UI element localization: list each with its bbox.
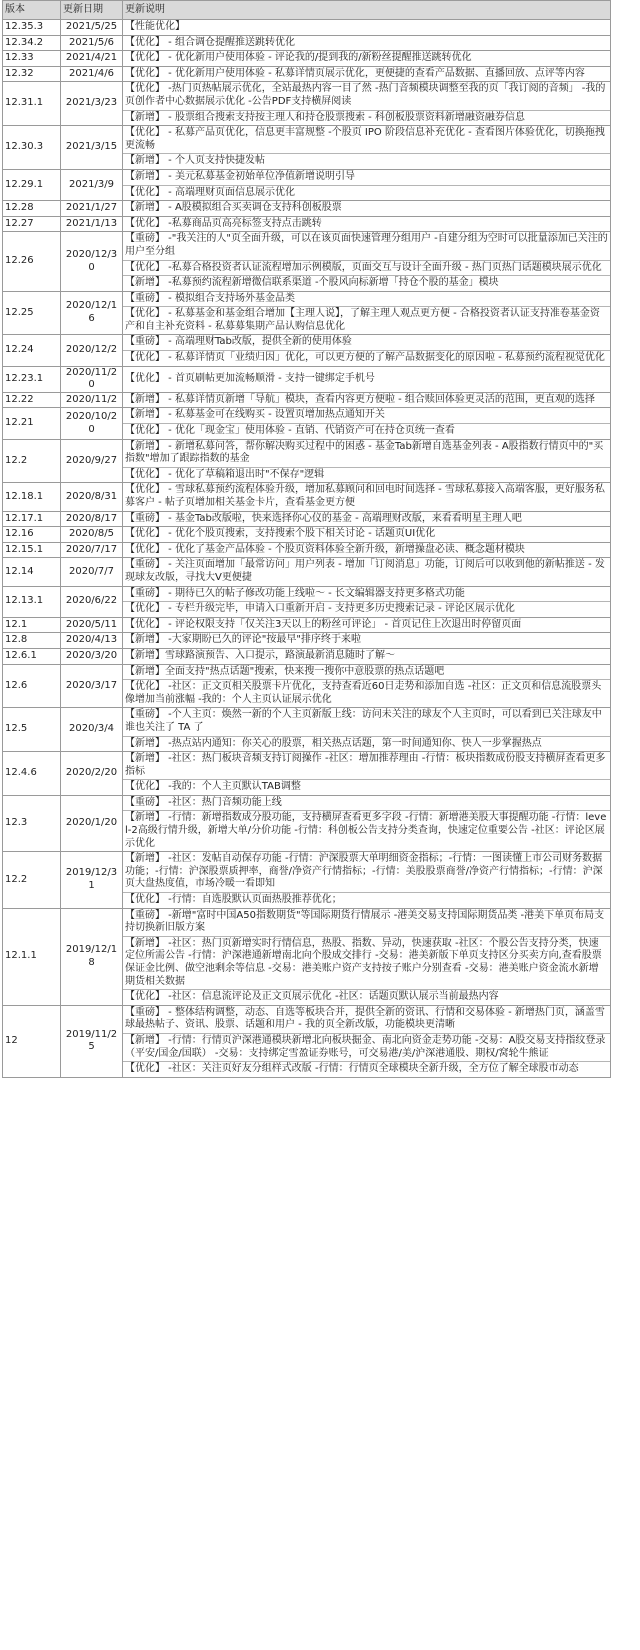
version-cell: 12.8 (3, 633, 61, 649)
note-item: 【新增】 - A股模拟组合买卖调仓支持科创板股票 (125, 202, 342, 214)
date-cell: 2019/12/18 (61, 908, 123, 1005)
table-row (3, 408, 611, 439)
notes-cell (123, 511, 611, 527)
date-cell: 2019/11/25 (61, 1005, 123, 1077)
note-item: 【优化】 - 首页刷帖更加流畅顺滑 - 支持一键绑定手机号 (125, 372, 375, 384)
notes-cell (123, 795, 611, 851)
note-item: 【重磅】 - 模拟组合支持场外基金品类 (123, 292, 610, 308)
notes-cell (123, 82, 611, 126)
header-notes: 更新说明 (123, 1, 611, 20)
date-cell: 2020/2/20 (61, 752, 123, 796)
notes-cell (123, 558, 611, 586)
version-cell: 12.14 (3, 558, 61, 586)
table-row (3, 708, 611, 752)
version-cell: 12.15.1 (3, 542, 61, 558)
note-item: 【新增】 -行情：新增指数成分股功能，支持横屏查看更多字段 -行情：新增港美股大事提醒功能 -行情：level-2高级行情升级，新增大单/分价功能 -行情：科创板公告支持分类查询，快速定位重要公告 -社区：评论区展示优化 (125, 812, 607, 849)
version-cell: 12.2 (3, 852, 61, 908)
version-cell: 12.3 (3, 795, 61, 851)
note-item: 【优化】 - 私募产品页优化，信息更丰富规整 -个股页 IPO 阶段信息补充优化 - 查看图片体验优化，切换拖拽更流畅 (123, 126, 610, 154)
version-cell: 12.5 (3, 708, 61, 752)
date-cell: 2020/9/27 (61, 439, 123, 483)
notes-cell (123, 35, 611, 51)
table-row (3, 201, 611, 217)
table-row (3, 558, 611, 586)
table-row (3, 511, 611, 527)
notes-cell (123, 439, 611, 483)
note-item: 【新增】 -社区：发帖自动保存功能 -行情：沪深股票大单明细资金指标；-行情：一图读懂上市公司财务数据功能；-行情：沪深股票质押率，商誉/净资产行情指标；-行情：美股股票商誉/净资产行情指标；-行情：沪深页大盘热度值，市场冷暖一看即知 (123, 852, 610, 893)
notes-cell (123, 216, 611, 232)
note-item: 【优化】 - 组合调仓提醒推送跳转优化 (125, 36, 295, 48)
version-cell: 12.16 (3, 527, 61, 543)
table-row (3, 795, 611, 851)
notes-cell (123, 852, 611, 908)
date-cell: 2020/3/17 (61, 664, 123, 708)
version-cell: 12.30.3 (3, 126, 61, 170)
note-item: 【重磅】 - 高端理财Tab改版，提供全新的使用体验 (123, 335, 610, 351)
table-row (3, 291, 611, 335)
notes-cell (123, 527, 611, 543)
date-cell: 2020/12/2 (61, 335, 123, 366)
note-item: 【优化】 - 优化新用户使用体验 - 私募详情页展示优化，更便捷的查看产品数据、直播回放、点评等内容 (125, 67, 585, 79)
version-cell: 12.2 (3, 439, 61, 483)
table-row (3, 366, 611, 392)
note-item: 【重磅】 - 关注页面增加「最常访问」用户列表 - 增加「订阅消息」功能，订阅后可以收到他的新帖推送 - 发现球友改版，寻找大V更便捷 (125, 559, 605, 583)
table-row (3, 66, 611, 82)
note-item: 【优化】 -热门页热帖展示优化，全站最热内容一目了然 -热门音频模块调整至我的页「我订阅的音频」 -我的页创作者中心数据展示优化 -公告PDF支持横屏阅读 (123, 82, 610, 110)
date-cell: 2020/3/4 (61, 708, 123, 752)
date-cell: 2021/1/27 (61, 201, 123, 217)
note-item: 【优化】 - 私募基金和基金组合增加【主理人说】，了解主理人观点更方便 - 合格投资者认证支持准卷基金资产和自主补充资料 - 私募募集期产品认购信息优化 (125, 308, 600, 332)
note-item: 【新增】 -社区：热门页新增实时行情信息，热股、指数、异动，快速获取 -社区：个股公告支持分类，快速定位所需公告 -行情：沪深港通新增南北向个股成交排行 -交易：港美新版下单页支持区分买卖方向,查看股票保证金比例、做空池剩余等信息 -交易：港美账户资产支持按子账户分别查看 -交易：港美账户资金流水新增期货相关数据 (123, 937, 610, 990)
version-cell: 12.18.1 (3, 483, 61, 511)
note-item: 【性能优化】 (125, 21, 185, 32)
version-cell: 12.33 (3, 51, 61, 67)
notes-cell (123, 617, 611, 633)
notes-cell (123, 542, 611, 558)
date-cell: 2021/5/25 (61, 20, 123, 36)
note-item: 【重磅】 - 期待已久的帖子修改功能上线啦～ - 长文编辑器支持更多格式功能 (123, 587, 610, 603)
version-cell: 12.32 (3, 66, 61, 82)
date-cell: 2020/4/13 (61, 633, 123, 649)
date-cell: 2020/8/17 (61, 511, 123, 527)
notes-cell (123, 126, 611, 170)
table-row (3, 216, 611, 232)
version-cell: 12.6 (3, 664, 61, 708)
table-row (3, 664, 611, 708)
notes-cell (123, 408, 611, 439)
note-item: 【优化】 - 优化个股页搜索，支持搜索个股下相关讨论 - 话题页UI优化 (125, 528, 436, 540)
note-item: 【重磅】 -个人主页：焕然一新的个人主页新版上线：访问未关注的球友个人主页时，可以看到已关注球友中谁也关注了 TA 了 (123, 708, 610, 736)
table-row (3, 483, 611, 511)
date-cell: 2021/4/6 (61, 66, 123, 82)
version-cell: 12.1.1 (3, 908, 61, 1005)
date-cell: 2019/12/31 (61, 852, 123, 908)
note-item: 【优化】 -社区：关注页好友分组样式改版 -行情：行情页全球模块全新升级，全方位了解全球股市动态 (125, 1063, 579, 1075)
version-cell: 12.25 (3, 291, 61, 335)
note-item: 【优化】 - 私募详情页「业绩归因」优化，可以更方便的了解产品数据变化的原因啦 - 私募预约流程视觉优化 (125, 352, 605, 364)
version-cell: 12 (3, 1005, 61, 1077)
version-cell: 12.29.1 (3, 169, 61, 200)
note-item: 【优化】 - 优化「现金宝」使用体验 - 直销、代销资产可在持仓页统一查看 (125, 425, 455, 437)
version-cell: 12.35.3 (3, 20, 61, 36)
version-cell: 12.23.1 (3, 366, 61, 392)
date-cell: 2020/6/22 (61, 586, 123, 617)
table-row (3, 126, 611, 170)
notes-cell (123, 232, 611, 291)
notes-cell (123, 633, 611, 649)
note-item: 【新增】 -大家期盼已久的评论"按最早"排序终于来啦 (125, 634, 361, 646)
version-cell: 12.4.6 (3, 752, 61, 796)
notes-cell (123, 169, 611, 200)
note-item: 【重磅】 -"我关注的人"页全面升级，可以在该页面快速管理分组用户 -自建分组为空时可以批量添加已关注的用户至分组 (123, 232, 610, 260)
notes-cell (123, 483, 611, 511)
table-row (3, 542, 611, 558)
note-item: 【新增】 - 美元私募基金初始单位净值新增说明引导 (123, 170, 610, 186)
notes-cell (123, 648, 611, 664)
note-item: 【重磅】 -社区：热门音频功能上线 (123, 796, 610, 812)
table-row (3, 51, 611, 67)
notes-cell (123, 664, 611, 708)
notes-cell (123, 335, 611, 366)
date-cell: 2020/12/30 (61, 232, 123, 291)
version-cell: 12.31.1 (3, 82, 61, 126)
note-item: 【新增】 -热点站内通知：你关心的股票，相关热点话题，第一时间通知你、快人一步掌握热点 (125, 737, 542, 749)
version-cell: 12.24 (3, 335, 61, 366)
note-item: 【新增】 - 股票组合搜索支持按主理人和持仓股票搜索 - 科创板股票资料新增融资融券信息 (125, 111, 525, 123)
notes-cell (123, 201, 611, 217)
version-cell: 12.1 (3, 617, 61, 633)
table-row (3, 648, 611, 664)
changelog-body (3, 20, 611, 1078)
note-item: 【优化】 - 优化了基金产品体验 - 个股页资料体验全新升级，新增操盘必读、概念题材模块 (125, 543, 525, 555)
header-row (3, 1, 611, 20)
table-row (3, 169, 611, 200)
table-row (3, 82, 611, 126)
table-row (3, 633, 611, 649)
version-cell: 12.26 (3, 232, 61, 291)
date-cell: 2021/3/15 (61, 126, 123, 170)
notes-cell (123, 51, 611, 67)
table-row (3, 20, 611, 36)
note-item: 【优化】 -我的：个人主页默认TAB调整 (125, 781, 301, 793)
version-cell: 12.13.1 (3, 586, 61, 617)
note-item: 【新增】 - 私募详情页新增「导航」模块，查看内容更方便啦 - 组合赎回体验更灵活的范围，更直观的选择 (125, 393, 595, 405)
notes-cell (123, 908, 611, 1005)
version-cell: 12.22 (3, 392, 61, 408)
date-cell: 2020/5/11 (61, 617, 123, 633)
note-item: 【优化】 - 雪球私募预约流程体验升级，增加私募顾问和回电时间选择 - 雪球私募接入高端客服，更好服务私募客户 - 帖子页增加相关基金卡片，查看基金更方便 (125, 484, 605, 508)
date-cell: 2020/11/2 (61, 392, 123, 408)
version-cell: 12.34.2 (3, 35, 61, 51)
date-cell: 2021/3/23 (61, 82, 123, 126)
note-item: 【优化】 - 评论权限支持「仅关注3天以上的粉丝可评论」 - 首页记住上次退出时停留页面 (125, 618, 522, 630)
note-item: 【新增】 - 新增私募问答，帮你解决购买过程中的困惑 - 基金Tab新增自选基金列表 - A股指数行情页中的"买指数"增加了跟踪指数的基金 (123, 440, 610, 468)
header-version: 版本 (3, 1, 61, 20)
table-row (3, 752, 611, 796)
note-item: 【优化】 -私募商品页高亮标签支持点击跳转 (125, 217, 322, 229)
notes-cell (123, 586, 611, 617)
note-item: 【重磅】 -新增"富时中国A50指数期货"等国际期货行情展示 -港美交易支持国际期货品类 -港美下单页布局支持切换新旧版方案 (123, 909, 610, 937)
date-cell: 2020/8/5 (61, 527, 123, 543)
date-cell: 2020/7/7 (61, 558, 123, 586)
note-item: 【优化】 - 专栏升级完毕，申请入口重新开启 - 支持更多历史搜索记录 - 评论区展示优化 (125, 603, 515, 615)
note-item: 【新增】 - 个人页支持快捷发帖 (125, 155, 265, 167)
note-item: 【新增】全面支持"热点话题"搜索，快来搜一搜你中意股票的热点话题吧 (123, 665, 610, 681)
note-item: 【新增】 -私募预约流程新增微信联系渠道 -个股风向标新增「持仓个股的基金」模块 (125, 277, 499, 289)
note-item: 【重磅】 - 基金Tab改版啦，快来选择你心仪的基金 - 高端理财改版，来看看明星主理人吧 (125, 512, 522, 524)
date-cell: 2020/1/20 (61, 795, 123, 851)
note-item: 【新增】 - 私募基金可在线购买 - 设置页增加热点通知开关 (123, 408, 610, 424)
note-item: 【优化】 -行情：自选股默认页面热股推荐优化； (125, 894, 342, 906)
note-item: 【优化】 -社区：信息流评论及正文页展示优化 -社区：话题页默认展示当前最热内容 (125, 991, 499, 1003)
table-row (3, 335, 611, 366)
version-cell: 12.21 (3, 408, 61, 439)
notes-cell (123, 1005, 611, 1077)
date-cell: 2020/8/31 (61, 483, 123, 511)
date-cell: 2021/1/13 (61, 216, 123, 232)
notes-cell (123, 366, 611, 392)
table-row (3, 617, 611, 633)
date-cell: 2020/3/20 (61, 648, 123, 664)
date-cell: 2021/4/21 (61, 51, 123, 67)
version-cell: 12.6.1 (3, 648, 61, 664)
notes-cell (123, 708, 611, 752)
date-cell: 2021/3/9 (61, 169, 123, 200)
date-cell: 2020/10/20 (61, 408, 123, 439)
table-row (3, 586, 611, 617)
version-cell: 12.27 (3, 216, 61, 232)
table-row (3, 232, 611, 291)
changelog-table (2, 0, 611, 1078)
date-cell: 2020/12/16 (61, 291, 123, 335)
note-item: 【优化】 - 优化新用户使用体验 - 评论我的/提到我的/新粉丝提醒推送跳转优化 (125, 52, 472, 64)
date-cell: 2020/7/17 (61, 542, 123, 558)
note-item: 【优化】 -社区：正文页相关股票卡片优化，支持查看近60日走势和添加自选 -社区：正文页和信息流股票头像增加当前涨幅 -我的：个人主页认证展示优化 (125, 681, 602, 705)
header-date: 更新日期 (61, 1, 123, 20)
note-item: 【优化】 - 高端理财页面信息展示优化 (125, 186, 295, 198)
table-row (3, 527, 611, 543)
table-row (3, 908, 611, 1005)
note-item: 【新增】雪球路演预告、入口提示，路演最新消息随时了解～ (125, 649, 395, 661)
notes-cell (123, 66, 611, 82)
note-item: 【重磅】 - 整体结构调整，动态、自选等板块合并，提供全新的资讯、行情和交易体验 - 新增热门页，涵盖雪球最热帖子、资讯、股票、话题和用户 - 我的页全新改版，功能模块更清晰 (123, 1006, 610, 1034)
note-item: 【新增】 -行情：行情页沪深港通模块新增北向板块掘金、南北向资金走势功能 -交易：A股交易支持指纹登录（平安/国金/国联） -交易：支持绑定雪盈证券账号，可交易港/美/沪深港通股、期权/窝轮牛熊证 (123, 1034, 610, 1062)
date-cell: 2020/11/20 (61, 366, 123, 392)
notes-cell (123, 392, 611, 408)
notes-cell (123, 20, 611, 36)
table-row (3, 1005, 611, 1077)
table-row (3, 852, 611, 908)
date-cell: 2021/5/6 (61, 35, 123, 51)
note-item: 【优化】 -私募合格投资者认证流程增加示例模版，页面交互与设计全面升级 - 热门页热门话题模块展示优化 (123, 261, 610, 277)
table-row (3, 35, 611, 51)
note-item: 【优化】 - 优化了草稿箱退出时"不保存"逻辑 (125, 468, 325, 480)
version-cell: 12.17.1 (3, 511, 61, 527)
table-row (3, 439, 611, 483)
note-item: 【新增】 -社区：热门板块音频支持订阅操作 -社区：增加推荐理由 -行情：板块指数成份股支持横屏查看更多指标 (123, 752, 610, 780)
version-cell: 12.28 (3, 201, 61, 217)
notes-cell (123, 752, 611, 796)
table-row (3, 392, 611, 408)
notes-cell (123, 291, 611, 335)
